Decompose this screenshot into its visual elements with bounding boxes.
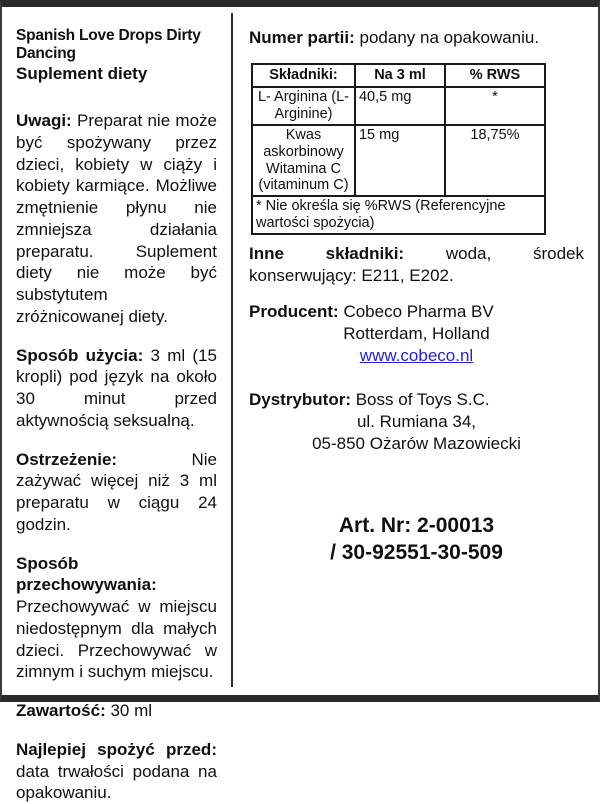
product-title (16, 27, 217, 83)
best-before-section (16, 739, 217, 804)
ingredient-name: L- Arginina (L-Arginine) (252, 87, 355, 125)
usage-section (16, 345, 217, 432)
batch-number-text: podany na opakowaniu. (354, 28, 540, 47)
article-number-line-2: / 30-92551-30-509 (330, 540, 503, 564)
header-ingredients: Składniki: (252, 64, 355, 87)
remarks-heading: Uwagi: (16, 111, 72, 131)
distributor-section (249, 389, 584, 455)
distributor-city: 05-850 Ożarów Mazowiecki (312, 434, 521, 454)
header-rws: % RWS (445, 64, 545, 87)
brand-name: Spanish Love Drops Dirty Dancing (16, 27, 201, 62)
ingredient-amount: 40,5 mg (355, 87, 445, 125)
article-number-line-1: Art. Nr: 2-00013 (338, 514, 495, 538)
ingredient-name: Kwas askorbinowy Witamina C (vitaminum C) (252, 125, 355, 197)
right-column (233, 7, 598, 695)
best-before-heading: Najlepiej spożyć przed: (16, 739, 217, 759)
other-ingredients-section (249, 243, 584, 287)
article-number-section (249, 513, 584, 566)
usage-heading: Sposób użycia: (16, 345, 144, 365)
storage-heading: Sposób przechowywania: (16, 553, 157, 595)
batch-number-heading: Numer partii: (248, 28, 355, 47)
rws-footnote: * Nie określa się %RWS (Referencyjne wartości spożycia) (252, 196, 545, 234)
product-type: Suplement diety (16, 63, 148, 83)
remarks-section (16, 110, 217, 328)
label-columns (2, 7, 598, 803)
table-header-row (252, 64, 545, 87)
producer-line-1 (249, 301, 584, 323)
batch-number-section (249, 27, 584, 49)
table-row (252, 87, 545, 125)
warning-text: Nie zażywać więcej niż 3 ml preparatu w ciągu 24 godzin. (16, 449, 217, 534)
left-column (2, 7, 231, 803)
best-before-text: data trwałości podana na opakowaniu. (16, 761, 217, 803)
warning-heading: Ostrzeżenie: (16, 449, 118, 469)
content-text: 30 ml (105, 701, 153, 721)
other-ingredients-heading: Inne składniki: (248, 244, 405, 264)
distributor-heading: Dystrybutor: (248, 390, 351, 410)
ingredients-table (251, 63, 546, 236)
remarks-text: Preparat nie może być spożywany przez dzieci, kobiety w ciąży i kobiety karmiące. Możliwe zmętnienie płynu nie zmniejsza działania preparatu. Suplement diety nie może być substytutem zróżnicowanej diety. (16, 111, 217, 326)
producer-name: Cobeco Pharma BV (338, 301, 494, 321)
usage-text: 3 ml (15 kropli) pod język na około 30 minut przed aktywnością seksualną. (16, 345, 217, 430)
storage-text: Przechowywać w miejscu niedostępnym dla małych dzieci. Przechowywać w zimnym i suchym miejscu. (16, 597, 217, 682)
table-footnote-row (252, 196, 545, 234)
table-row (252, 125, 545, 197)
content-section (16, 700, 217, 722)
other-ingredients-text: woda, środek konserwujący: E211, E202. (248, 244, 584, 286)
producer-city: Rotterdam, Holland (343, 323, 490, 343)
ingredient-rws: 18,75% (445, 125, 545, 197)
ingredient-amount: 15 mg (355, 125, 445, 197)
distributor-line-1 (249, 389, 584, 411)
producer-website-link[interactable]: www.cobeco.nl (359, 346, 474, 366)
warning-section (16, 449, 217, 536)
ingredient-rws: * (445, 87, 545, 125)
producer-heading: Producent: (248, 301, 339, 321)
producer-section (249, 301, 584, 367)
distributor-street: ul. Rumiana 34, (356, 412, 477, 432)
content-heading: Zawartość: (16, 701, 106, 721)
producer-website-row (249, 345, 584, 367)
header-per-serving: Na 3 ml (355, 64, 445, 87)
distributor-name: Boss of Toys S.C. (351, 390, 490, 410)
storage-section (16, 553, 217, 684)
